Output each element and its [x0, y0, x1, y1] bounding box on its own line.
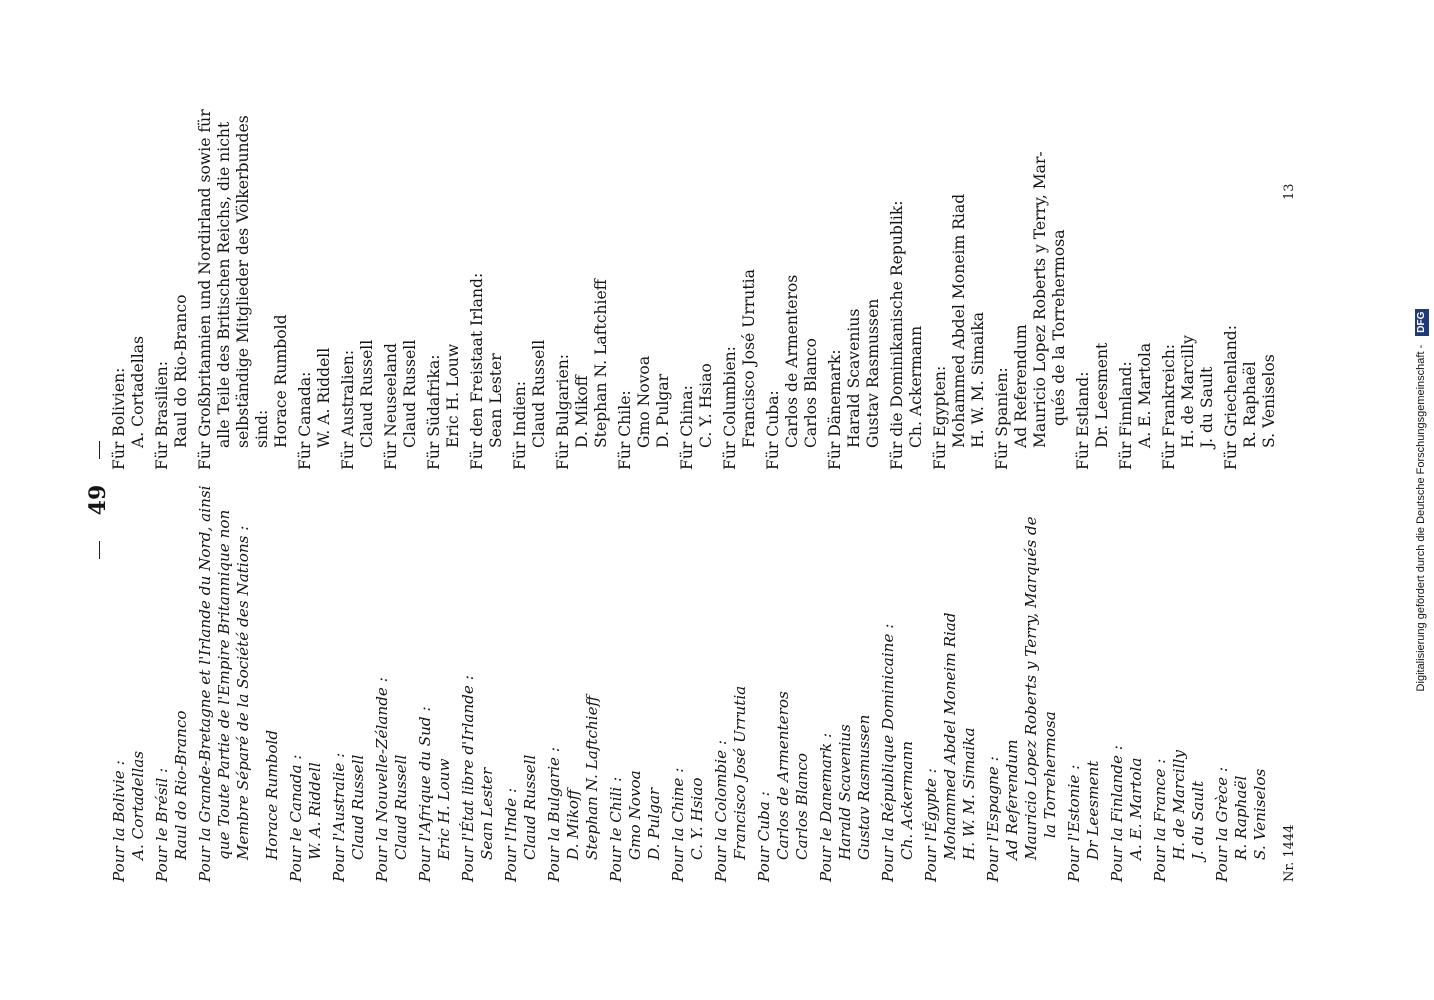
country-heading: Für Brasilien: [153, 361, 171, 470]
country-heading: Pour la Chine : [669, 767, 687, 882]
signatory-entry [993, 109, 1069, 470]
signatory-name: H. de Marcilly [1170, 750, 1188, 860]
signatory-name: Sean Lester [487, 353, 505, 448]
country-heading: Für Bulgarien: [554, 353, 572, 470]
signatory-name: Stephan N. Laftchieff [592, 279, 610, 448]
digitization-credit-text: Digitalisierung gefördert durch die Deutsche Forschungsgemeinschaft - [1415, 344, 1427, 692]
signatory-entry [1065, 486, 1103, 883]
sheet-number: 13 [1282, 183, 1297, 200]
country-heading: Für China: [678, 385, 696, 470]
signatory-name: Carlos de Armenteros [774, 691, 792, 860]
signatory-entry [755, 486, 812, 883]
signatory-name: Dr. Leesment [1093, 342, 1111, 448]
country-heading: Für Dänemark: [826, 349, 844, 470]
signatory-entry [1151, 486, 1208, 883]
signatory-entry [196, 109, 291, 470]
country-heading: Pour le Brésil : [153, 767, 171, 882]
signatory-entry [110, 109, 148, 470]
country-heading: Für Columbien: [721, 346, 739, 470]
signatory-name: D. Mikoff [573, 375, 591, 448]
signatory-entry [826, 109, 883, 470]
german-signatories-column [110, 109, 1279, 470]
country-heading: Für Egypten: [931, 365, 949, 470]
signatory-name: D. Pulgar [654, 373, 672, 448]
signatory-name: J. du Sault [1198, 366, 1216, 448]
country-heading: Für Chile: [616, 390, 634, 470]
signatory-name: J. du Sault [1189, 780, 1207, 860]
signatory-name: Gmo Novoa [635, 355, 653, 448]
signatory-entry [373, 486, 411, 883]
signatory-name: Gustav Rasmussen [864, 298, 882, 448]
signatory-name: Ch. Ackermann [907, 325, 925, 448]
signatory-name: la Torrehermosa [1041, 711, 1059, 838]
signatory-entry [1117, 109, 1155, 470]
signatory-name: Stephan N. Laftchieff [583, 695, 601, 860]
country-heading: Pour l'Inde : [502, 787, 520, 882]
signatory-name: H. de Marcilly [1179, 335, 1197, 448]
country-heading: Pour la France : [1151, 758, 1169, 882]
signatory-name: Eric H. Louw [444, 343, 462, 448]
signatory-name: Harald Scavenius [845, 308, 863, 448]
signatory-entry [153, 109, 191, 470]
country-heading: Pour le Canada : [287, 754, 305, 882]
country-heading: Für Frankreich: [1160, 343, 1178, 470]
country-heading: Pour l'Afrique du Sud : [416, 706, 434, 882]
signatory-name: Claud Russell [358, 339, 376, 448]
signatory-name: Gmo Novoa [626, 770, 644, 860]
country-heading: Für den Freistaat Irland: [468, 272, 486, 470]
dfg-logo: DFG [1415, 309, 1429, 336]
signatory-entry [1213, 486, 1270, 883]
country-heading: Pour le Chili : [607, 776, 625, 882]
signatory-name: Claud Russell [349, 754, 367, 860]
signatory-name: S. Veniselos [1251, 768, 1269, 860]
country-heading: Pour la Finlande : [1108, 745, 1126, 882]
country-heading: Pour Cuba : [755, 791, 773, 882]
country-heading: Für Indien: [511, 381, 529, 470]
country-heading: Für Großbritannien und Nordirland sowie für [196, 109, 214, 470]
signatory-name: Ad Referendum [1003, 739, 1021, 860]
signatory-name: Carlos Blanco [802, 338, 820, 448]
country-heading: Pour la République Dominicaine : [879, 623, 897, 882]
signatory-name: Gustav Rasmussen [855, 714, 873, 860]
signatory-name: Horace Rumbold [263, 729, 281, 860]
signatory-name: Mohammed Abdel Moneim Riad [941, 612, 959, 860]
signatory-entry [669, 486, 707, 883]
signatory-entry [931, 109, 988, 470]
header-dash-left [99, 541, 100, 559]
digitization-credit [1412, 0, 1430, 1000]
country-heading: Für Canada: [296, 371, 314, 470]
page-number: 49 [85, 484, 111, 516]
country-heading: Für Cuba: [764, 390, 782, 470]
signatory-entry [984, 486, 1060, 883]
signatory-entry [1108, 486, 1146, 883]
signatory-name: Raul do Rio-Branco [172, 710, 190, 860]
country-heading: Für Estland: [1074, 371, 1092, 470]
signatory-name: A. Cortadellas [129, 336, 147, 448]
country-heading: Pour le Danemark : [817, 732, 835, 882]
country-heading: Für Südafrika: [425, 354, 443, 470]
country-heading: Pour la Grande-Bretagne et l'Irlande du Nord, ainsi [196, 485, 214, 882]
country-heading: Pour la Bolivie : [110, 760, 128, 882]
country-heading: alle Teile des Britischen Reichs, die nicht [215, 121, 233, 448]
country-heading: Pour la Colombie : [712, 739, 730, 882]
signatory-name: Mohammed Abdel Moneim Riad [950, 193, 968, 448]
signatory-entry [922, 486, 979, 883]
signatory-name: Claud Russell [401, 339, 419, 448]
country-heading: Pour l'Égypte : [922, 768, 940, 882]
signatory-entry [607, 486, 664, 883]
signatory-name: Ad Referendum [1012, 324, 1030, 448]
signatory-name: Dr Leesment [1084, 760, 1102, 860]
signatory-name: Claud Russell [521, 754, 539, 860]
signatory-name: D. Pulgar [645, 787, 663, 860]
signatory-entry [616, 109, 673, 470]
signatory-name: Francisco José Urrutia [740, 269, 758, 448]
country-heading: Pour la Bulgarie : [545, 747, 563, 882]
signatory-name: Claud Russell [530, 339, 548, 448]
signatory-entry [153, 486, 191, 883]
signatory-entry [502, 486, 540, 883]
signatory-entry [888, 109, 926, 470]
signatory-name: S. Veniselos [1260, 354, 1278, 448]
signatory-name: qués de la Torrehermosa [1050, 229, 1068, 426]
signatory-entry [382, 109, 420, 470]
signatory-entry [287, 486, 325, 883]
signatory-entry [339, 109, 377, 470]
signatory-name: A. Cortadellas [129, 750, 147, 860]
signatory-entry [459, 486, 497, 883]
signatory-entry [554, 109, 611, 470]
signatory-name: Claud Russell [392, 754, 410, 860]
spacer [253, 486, 263, 883]
country-heading: Pour la Grèce : [1213, 766, 1231, 882]
signatory-entry [721, 109, 759, 470]
signatory-entry [110, 486, 148, 883]
signatory-name: H. W. M. Simaika [969, 311, 987, 448]
signatory-entry [196, 486, 282, 883]
country-heading: Für Bolivien: [110, 367, 128, 470]
signatory-name: A. E. Martola [1136, 342, 1154, 448]
country-heading: Für Neuseeland [382, 343, 400, 470]
header-dash-right [99, 441, 100, 459]
signatory-name: Carlos de Armenteros [783, 274, 801, 448]
signatory-entry [1160, 109, 1217, 470]
signatory-name: Horace Rumbold [272, 314, 290, 448]
signatory-name: Carlos Blanco [793, 752, 811, 860]
signatory-name: W. A. Riddell [306, 762, 324, 860]
signatory-entry [764, 109, 821, 470]
french-signatories-column [110, 486, 1270, 883]
country-heading: selbständige Mitglieder des Völkerbundes [234, 115, 252, 448]
document-number: Nr. 1444 [1282, 824, 1297, 882]
country-heading: Membre Séparé de la Société des Nations : [234, 525, 252, 860]
country-heading: Für Finnland: [1117, 361, 1135, 470]
signatory-entry [712, 486, 750, 883]
country-heading: Für Australien: [339, 349, 357, 470]
country-heading: Pour l'Estonie : [1065, 764, 1083, 882]
signatory-name: H. W. M. Simaika [960, 727, 978, 860]
signatory-entry [1074, 109, 1112, 470]
signatory-entry [879, 486, 917, 883]
country-heading: Für die Dominikanische Republik: [888, 200, 906, 470]
signatory-name: D. Mikoff [564, 789, 582, 860]
country-heading: Für Griechenland: [1222, 324, 1240, 470]
signatory-name: R. Raphaël [1241, 361, 1259, 448]
signatory-entry [330, 486, 368, 883]
signatory-name: Raul do Rio-Branco [172, 294, 190, 448]
country-heading: sind: [253, 409, 271, 448]
country-heading: que Toute Partie de l'Empire Britannique non [215, 509, 233, 860]
signatory-name: Francisco José Urrutia [731, 685, 749, 860]
country-heading: Pour l'État libre d'Irlande : [459, 675, 477, 882]
signatory-entry [425, 109, 463, 470]
country-heading: Für Spanien: [993, 367, 1011, 470]
signatory-entry [296, 109, 334, 470]
signatory-name: Mauricio Lopez Roberts y Terry, Mar- [1031, 151, 1049, 448]
country-heading: Pour l'Australie : [330, 752, 348, 882]
signatory-name: Ch. Ackermann [898, 740, 916, 860]
signatory-entry [511, 109, 549, 470]
signatory-name: R. Raphaël [1232, 775, 1250, 860]
signatory-name: C. Y. Hsiao [688, 777, 706, 860]
signatory-name: C. Y. Hsiao [697, 363, 715, 448]
signatory-name: W. A. Riddell [315, 347, 333, 448]
signatory-name: Sean Lester [478, 767, 496, 860]
signatory-entry [468, 109, 506, 470]
signatory-entry [545, 486, 602, 883]
signatory-entry [416, 486, 454, 883]
signatory-name: Mauricio Lopez Roberts y Terry, Marqués de [1022, 516, 1040, 860]
signatory-entry [817, 486, 874, 883]
signatory-name: Eric H. Louw [435, 758, 453, 860]
signatory-name: A. E. Martola [1127, 757, 1145, 860]
signatory-entry [1222, 109, 1279, 470]
signatory-name: Harald Scavenius [836, 724, 854, 860]
country-heading: Pour l'Espagne : [984, 756, 1002, 882]
signatory-entry [678, 109, 716, 470]
country-heading: Pour la Nouvelle-Zélande : [373, 677, 391, 882]
